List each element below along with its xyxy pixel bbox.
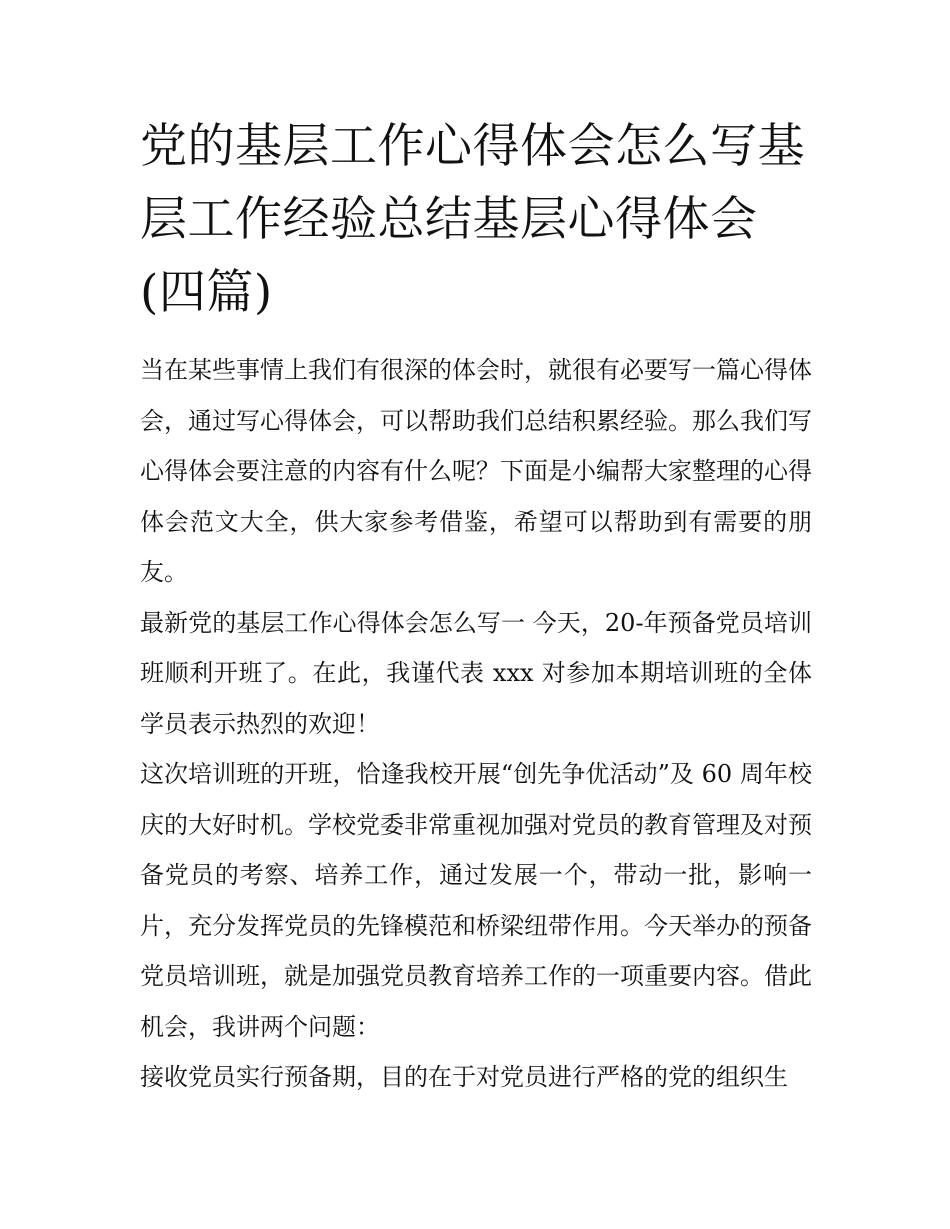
paragraph-intro: 当在某些事情上我们有很深的体会时，就很有必要写一篇心得体会，通过写心得体会，可以帮助我们总结积累经验。那么我们写心得体会要注意的内容有什么呢？下面是小编帮大家整理的心得体会范文大全，供大家参考借鉴，希望可以帮助到有需要的朋友。: [140, 356, 812, 586]
document-title: 党的基层工作心得体会怎么写基层工作经验总结基层心得体会(四篇): [140, 119, 805, 320]
document-page: [140, 110, 812, 1103]
paragraph-opening: 最新党的基层工作心得体会怎么写一 今天，20-年预备党员培训班顺利开班了。在此，我谨代表 xxx 对参加本期培训班的全体学员表示热烈的欢迎！: [140, 608, 812, 738]
paragraph-occasion: 这次培训班的开班，恰逢我校开展“创先争优活动”及 60 周年校庆的大好时机。学校党委非常重视加强对党员的教育管理及对预备党员的考察、培养工作，通过发展一个，带动一批，影响一片，充分发挥党员的先锋模范和桥梁纽带作用。今天举办的预备党员培训班，就是加强党员教育培养工作的一项重要内容。借此机会，我讲两个问题：: [140, 760, 812, 1041]
paragraph-probation: 接收党员实行预备期，目的在于对党员进行严格的党的组织生: [140, 1063, 788, 1091]
